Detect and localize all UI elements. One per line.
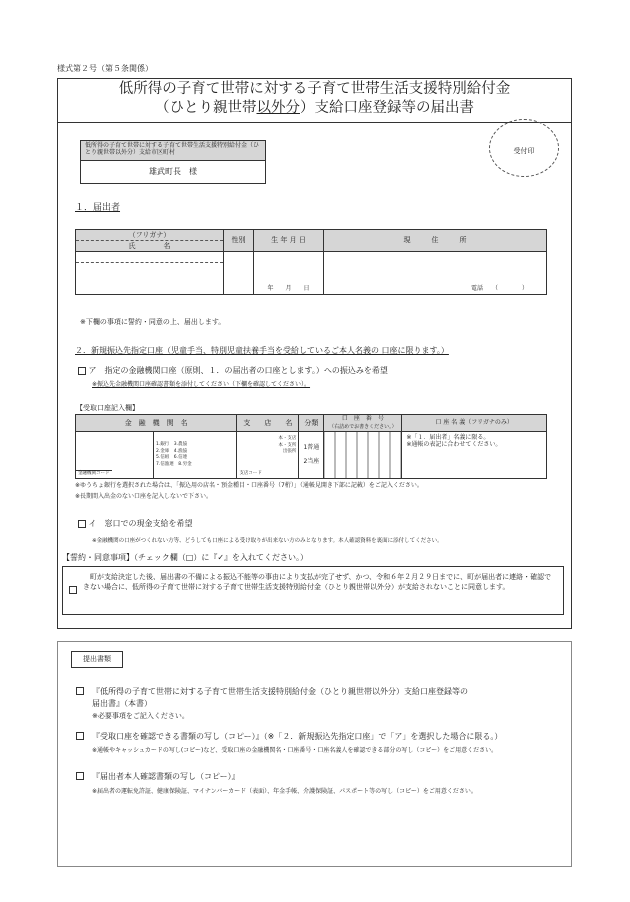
name-label: 氏 名 bbox=[76, 240, 223, 251]
document-item-3-checkbox[interactable] bbox=[76, 772, 84, 780]
document-item-3-note: ※届出者の運転免許証、健康保険証、マイナンバーカード（表面）、年金手帳、介護保険証、パスポート等の写し（コピー）をご用意ください。 bbox=[92, 788, 477, 795]
type-current: 2当座 bbox=[303, 458, 320, 465]
pledge-text: 町が支給決定した後、届出書の不備による振込不能等の事由により支払が完了せず、かつ、令和６年２月２９日までに、町が届出者に連絡・確認できない場合に、低所得の子育て世帯に対する子育て世帯生活支援特別給付金（ひとり親世帯以外分）が支給されないことに同意します。 bbox=[83, 573, 552, 591]
title-line-2-underlined: 以外分 bbox=[256, 100, 300, 116]
option-b-label: イ 窓口での現金支給を希望 bbox=[88, 519, 193, 528]
type-cell[interactable] bbox=[299, 432, 324, 479]
addressee-header: 低所得の子育て世帯に対する子育て世帯生活支援特別給付金（ひとり親世帯以外分）支給市区町村 bbox=[81, 141, 265, 161]
pledge-heading: 【誓約・同意事項】（チェック欄（□）に『✓』を入れてください。） bbox=[62, 553, 309, 562]
document-item-1 bbox=[76, 686, 556, 720]
form-number: 様式第２号（第５条関係） bbox=[57, 64, 153, 73]
furigana-label: （フリガナ） bbox=[128, 231, 171, 239]
title-line-2-pre: （ひとり親世帯 bbox=[155, 100, 257, 116]
type-header: 分類 bbox=[299, 415, 324, 432]
option-b-checkbox[interactable] bbox=[78, 520, 86, 528]
document-item-3 bbox=[76, 771, 556, 797]
account-number-cell[interactable] bbox=[324, 432, 402, 479]
branch-name-cell[interactable] bbox=[237, 432, 299, 479]
account-number-sub: （右詰めでお書きください。） bbox=[329, 424, 397, 430]
option-a-note: ※振込先金融機関口座確認書類を添付してください（下欄を確認してください）。 bbox=[92, 381, 311, 388]
branch-types: 本・支店 本・支所 出張所 bbox=[278, 436, 297, 454]
form-title bbox=[57, 80, 572, 118]
pledge-note: ※下欄の事項に誓約・同意の上、届出します。 bbox=[80, 318, 226, 326]
option-b bbox=[78, 519, 193, 529]
section1-heading: １．届出者 bbox=[75, 203, 121, 213]
title-line-1: 低所得の子育て世帯に対する子育て世帯生活支援特別給付金 bbox=[118, 81, 511, 97]
addressee-box bbox=[80, 140, 266, 184]
address-input-cell[interactable]: 電話 （ ） bbox=[324, 252, 547, 295]
pledge-box bbox=[62, 566, 564, 615]
birth-input-cell[interactable]: 年 月 日 bbox=[254, 252, 324, 295]
document-item-2-note: ※通帳やキャッシュカードの写し(コピー)など、受取口座の金融機関名・口座番号・口座名義人を確認できる部分の写し（コピー）をご用意ください。 bbox=[92, 747, 498, 754]
document-item-2-title: 『受取口座を確認できる書類の写し（コピー）』（※「２．新規振込先指定口座」で「ア」を選択した場合に限る。） bbox=[92, 732, 503, 741]
holder-header: 口 座 名 義（フリガナのみ） bbox=[402, 415, 547, 432]
documents-label: 提出書類 bbox=[71, 651, 123, 668]
gender-input-cell[interactable] bbox=[224, 252, 254, 295]
section2-heading: ２．新規振込先指定口座（児童手当、特別児童扶養手当を受給しているご本人名義の 口座に限ります。） bbox=[75, 346, 449, 355]
document-item-1-checkbox[interactable] bbox=[76, 687, 84, 695]
applicant-table bbox=[75, 229, 547, 295]
pledge-checkbox[interactable] bbox=[69, 586, 77, 594]
long-term-note: ※長期間入出金のない口座を記入しないで下さい。 bbox=[75, 493, 213, 500]
bank-code-label: 金融機関コード bbox=[76, 470, 112, 478]
address-header: 現 住 所 bbox=[324, 230, 547, 252]
account-number-label: 口 座 番 号 bbox=[341, 415, 384, 422]
bank-header: 金 融 機 関 名 bbox=[76, 415, 237, 432]
account-section-label: 【受取口座記入欄】 bbox=[76, 404, 139, 412]
holder-cell[interactable]: ※「１．届出者」名義に限る。 ※通帳の表記に合わせてください。 bbox=[402, 432, 547, 479]
name-header bbox=[76, 230, 224, 252]
bank-types-cell: 1.銀行 3.農協 2.金庫 4.漁協 5.信組 6.信連 7.信漁連 8.労金 bbox=[154, 432, 237, 479]
gender-header: 性別 bbox=[224, 230, 254, 252]
addressee-value: 雄武町長 様 bbox=[149, 167, 197, 176]
name-input-cell[interactable] bbox=[76, 252, 224, 295]
receipt-stamp-label: 受付印 bbox=[513, 147, 535, 155]
bank-name-cell[interactable] bbox=[76, 432, 154, 479]
option-a bbox=[78, 366, 388, 376]
type-ordinary: 1普通 bbox=[303, 444, 320, 451]
account-number-header bbox=[324, 415, 402, 432]
title-line-2 bbox=[57, 99, 572, 118]
document-item-1-note: ※必要事項をご記入ください。 bbox=[92, 712, 189, 720]
branch-header: 支 店 名 bbox=[237, 415, 299, 432]
branch-code-label: 支店コード bbox=[239, 470, 262, 476]
option-a-checkbox[interactable] bbox=[78, 367, 86, 375]
account-table bbox=[75, 414, 547, 479]
yucho-note: ※ゆうちょ銀行を選択された場合は、「振込用の店名・預金種目・口座番号（7桁）」（通帳見開き下部に記載）をご記入ください。 bbox=[75, 482, 423, 489]
document-item-3-title: 『届出者本人確認書類の写し（コピー）』 bbox=[92, 772, 240, 781]
document-item-2-checkbox[interactable] bbox=[76, 732, 84, 740]
receipt-stamp-area bbox=[489, 119, 559, 177]
birth-header: 生 年 月 日 bbox=[254, 230, 324, 252]
document-item-1-title: 『低所得の子育て世帯に対する子育て世帯生活支援特別給付金（ひとり親世帯以外分）支給口座登録等の届出書』（本書） bbox=[92, 687, 468, 708]
title-line-2-post: ）支給口座登録等の届出書 bbox=[300, 100, 474, 116]
title-divider bbox=[57, 122, 572, 123]
option-b-note: ※金融機関の口座がつくれない方等、どうしても口座による受け取りが出来ない方のみとなります。本人確認資料を裏面に添付してください。 bbox=[92, 538, 443, 544]
option-a-label: ア 指定の金融機関口座（原則、１．の届出者の口座とします。）への振込みを希望 bbox=[88, 366, 388, 375]
document-item-2 bbox=[76, 731, 556, 756]
